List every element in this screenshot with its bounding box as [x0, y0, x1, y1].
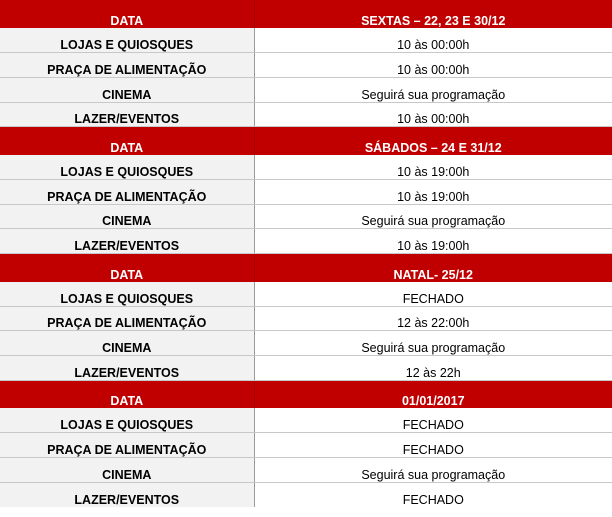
row-label: LOJAS E QUIOSQUES	[0, 28, 254, 53]
header-date-label: DATA	[0, 380, 254, 408]
row-label: LAZER/EVENTOS	[0, 229, 254, 254]
row-value: 10 às 19:00h	[254, 155, 612, 180]
row-value: Seguirá sua programação	[254, 331, 612, 356]
row-value: 10 às 00:00h	[254, 102, 612, 127]
table-row	[0, 77, 612, 102]
row-label: LAZER/EVENTOS	[0, 356, 254, 381]
table-row	[0, 306, 612, 331]
row-label: PRAÇA DE ALIMENTAÇÃO	[0, 433, 254, 458]
row-label: PRAÇA DE ALIMENTAÇÃO	[0, 306, 254, 331]
table-row	[0, 204, 612, 229]
section-header	[0, 254, 612, 282]
header-period: SÁBADOS – 24 E 31/12	[254, 127, 612, 155]
row-value: 12 às 22:00h	[254, 306, 612, 331]
table-row	[0, 179, 612, 204]
header-date-label: DATA	[0, 127, 254, 155]
row-value: 10 às 00:00h	[254, 53, 612, 78]
row-value: Seguirá sua programação	[254, 204, 612, 229]
header-date-label: DATA	[0, 254, 254, 282]
row-label: CINEMA	[0, 331, 254, 356]
table-row	[0, 356, 612, 381]
row-value: 12 às 22h	[254, 356, 612, 381]
row-label: LAZER/EVENTOS	[0, 482, 254, 507]
row-value: Seguirá sua programação	[254, 77, 612, 102]
table-row	[0, 102, 612, 127]
row-label: LOJAS E QUIOSQUES	[0, 155, 254, 180]
row-value: FECHADO	[254, 482, 612, 507]
row-label: CINEMA	[0, 77, 254, 102]
table-row	[0, 53, 612, 78]
row-label: LOJAS E QUIOSQUES	[0, 408, 254, 433]
table-row	[0, 458, 612, 483]
row-label: LAZER/EVENTOS	[0, 102, 254, 127]
table-row	[0, 433, 612, 458]
row-label: LOJAS E QUIOSQUES	[0, 282, 254, 307]
table-row	[0, 282, 612, 307]
table-row	[0, 28, 612, 53]
section-header	[0, 380, 612, 408]
row-label: CINEMA	[0, 204, 254, 229]
table-row	[0, 155, 612, 180]
row-value: Seguirá sua programação	[254, 458, 612, 483]
header-period: NATAL- 25/12	[254, 254, 612, 282]
row-label: PRAÇA DE ALIMENTAÇÃO	[0, 53, 254, 78]
row-value: FECHADO	[254, 433, 612, 458]
section-header	[0, 0, 612, 28]
table-row	[0, 408, 612, 433]
row-value: 10 às 00:00h	[254, 28, 612, 53]
header-period: SEXTAS – 22, 23 E 30/12	[254, 0, 612, 28]
row-value: 10 às 19:00h	[254, 229, 612, 254]
table-row	[0, 229, 612, 254]
header-date-label: DATA	[0, 0, 254, 28]
row-value: FECHADO	[254, 282, 612, 307]
header-period: 01/01/2017	[254, 380, 612, 408]
table-row	[0, 482, 612, 507]
row-label: PRAÇA DE ALIMENTAÇÃO	[0, 179, 254, 204]
table-row	[0, 331, 612, 356]
row-label: CINEMA	[0, 458, 254, 483]
row-value: FECHADO	[254, 408, 612, 433]
section-header	[0, 127, 612, 155]
row-value: 10 às 19:00h	[254, 179, 612, 204]
